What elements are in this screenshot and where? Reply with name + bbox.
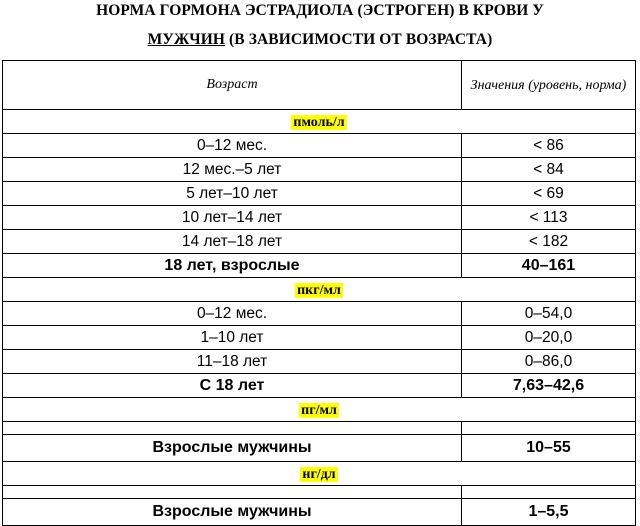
value-cell: < 69 xyxy=(462,182,636,206)
unit-cell xyxy=(3,278,636,302)
age-cell: 12 мес.–5 лет xyxy=(3,158,462,182)
header-row xyxy=(3,61,636,110)
value-cell: 0–54,0 xyxy=(462,302,636,326)
unit-row xyxy=(3,462,636,486)
table-row xyxy=(3,254,636,278)
unit-cell xyxy=(3,398,636,422)
table-row xyxy=(3,326,636,350)
table-row xyxy=(3,374,636,398)
unit-label: пмоль/л xyxy=(293,114,345,130)
table-row xyxy=(3,302,636,326)
spacer-cell xyxy=(3,422,462,435)
value-cell: < 86 xyxy=(462,134,636,158)
table-row xyxy=(3,182,636,206)
age-cell: Взрослые мужчины xyxy=(3,435,462,462)
age-cell: 14 лет–18 лет xyxy=(3,230,462,254)
table-row xyxy=(3,206,636,230)
age-cell: 0–12 мес. xyxy=(3,302,462,326)
age-cell: Взрослые мужчины xyxy=(3,499,462,526)
unit-cell xyxy=(3,110,636,134)
value-cell: 10–55 xyxy=(462,435,636,462)
value-cell: < 84 xyxy=(462,158,636,182)
unit-label: пкг/мл xyxy=(297,282,341,298)
value-cell: 7,63–42,6 xyxy=(462,374,636,398)
spacer-row xyxy=(3,486,636,499)
table-row xyxy=(3,158,636,182)
spacer-row xyxy=(3,422,636,435)
age-cell: 10 лет–14 лет xyxy=(3,206,462,230)
document-title-line-1: НОРМА ГОРМОНА ЭСТРАДИОЛА (ЭСТРОГЕН) В КРОВИ У xyxy=(96,2,544,19)
age-cell: 0–12 мес. xyxy=(3,134,462,158)
age-cell: 11–18 лет xyxy=(3,350,462,374)
table-row xyxy=(3,499,636,526)
value-cell: 0–86,0 xyxy=(462,350,636,374)
value-cell: < 182 xyxy=(462,230,636,254)
value-cell: 40–161 xyxy=(462,254,636,278)
unit-row xyxy=(3,110,636,134)
table-row xyxy=(3,230,636,254)
spacer-cell xyxy=(462,422,636,435)
value-cell: < 113 xyxy=(462,206,636,230)
unit-row xyxy=(3,278,636,302)
unit-cell xyxy=(3,462,636,486)
unit-label: пг/мл xyxy=(301,402,337,418)
spacer-cell xyxy=(3,486,462,499)
table-row xyxy=(3,134,636,158)
unit-row xyxy=(3,398,636,422)
document-title-line-2 xyxy=(0,31,640,49)
table-row xyxy=(3,350,636,374)
title-underlined-word: МУЖЧИН xyxy=(147,31,226,48)
age-cell: С 18 лет xyxy=(3,374,462,398)
table-row xyxy=(3,435,636,462)
title-rest: (В ЗАВИСИМОСТИ ОТ ВОЗРАСТА) xyxy=(225,31,493,48)
value-cell: 0–20,0 xyxy=(462,326,636,350)
header-value: Значения (уровень, норма) xyxy=(462,61,636,110)
age-cell: 18 лет, взрослые xyxy=(3,254,462,278)
age-cell: 5 лет–10 лет xyxy=(3,182,462,206)
header-age: Возраст xyxy=(3,61,462,110)
value-cell: 1–5,5 xyxy=(462,499,636,526)
age-cell: 1–10 лет xyxy=(3,326,462,350)
spacer-cell xyxy=(462,486,636,499)
estradiol-norms-table xyxy=(2,60,636,526)
unit-label: нг/дл xyxy=(302,466,336,482)
